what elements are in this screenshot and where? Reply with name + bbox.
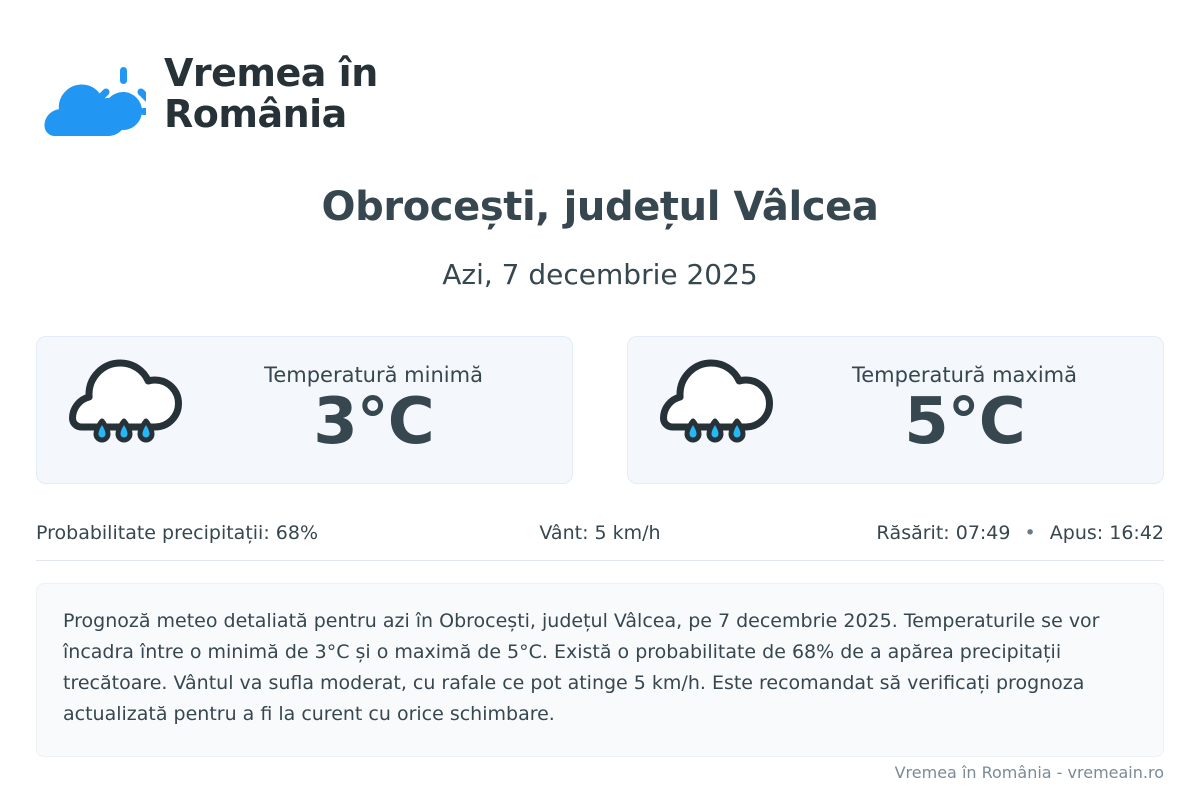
card-min-temperature	[36, 336, 573, 484]
card-min-label: Temperatură minimă	[264, 363, 483, 388]
weather-stats-row	[36, 522, 1164, 561]
wind-stat: Vânt: 5 km/h	[539, 522, 661, 544]
sun-times-separator: •	[1024, 522, 1036, 544]
card-max-text	[776, 363, 1149, 460]
card-max-value: 5°C	[904, 385, 1025, 460]
page-date: Azi, 7 decembrie 2025	[442, 258, 758, 291]
rain-cloud-icon	[63, 355, 185, 465]
sun-times-stat	[788, 522, 1164, 544]
card-min-value: 3°C	[313, 385, 434, 460]
card-max-temperature	[627, 336, 1164, 484]
card-max-label: Temperatură maximă	[851, 363, 1078, 388]
sun-cloud-icon	[36, 48, 146, 140]
temperature-cards	[36, 336, 1164, 484]
page-title: Obrocești, județul Vâlcea	[321, 184, 879, 230]
rain-cloud-icon	[654, 355, 776, 465]
sunset-value: Apus: 16:42	[1049, 522, 1164, 544]
card-min-text	[185, 363, 558, 460]
precipitation-stat: Probabilitate precipitații: 68%	[36, 522, 318, 544]
brand-header	[36, 0, 1164, 140]
forecast-description: Prognoză meteo detaliată pentru azi în Obrocești, județul Vâlcea, pe 7 decembrie 2025. Temperaturile se vor încadra între o minimă de 3°C și o maximă de 5°C. Există o probabilitate de 68% de a apărea precipitații trecătoare. Vântul va sufla moderat, cu rafale ce pot atinge 5 km/h. Este recomandat să verificați prognoza actualizată pentru a fi la curent cu orice schimbare.	[36, 583, 1164, 757]
footer-text: Vremea în România - vremeain.ro	[894, 763, 1164, 782]
brand-name: Vremea în România	[164, 50, 378, 136]
sunrise-value: Răsărit: 07:49	[876, 522, 1011, 544]
